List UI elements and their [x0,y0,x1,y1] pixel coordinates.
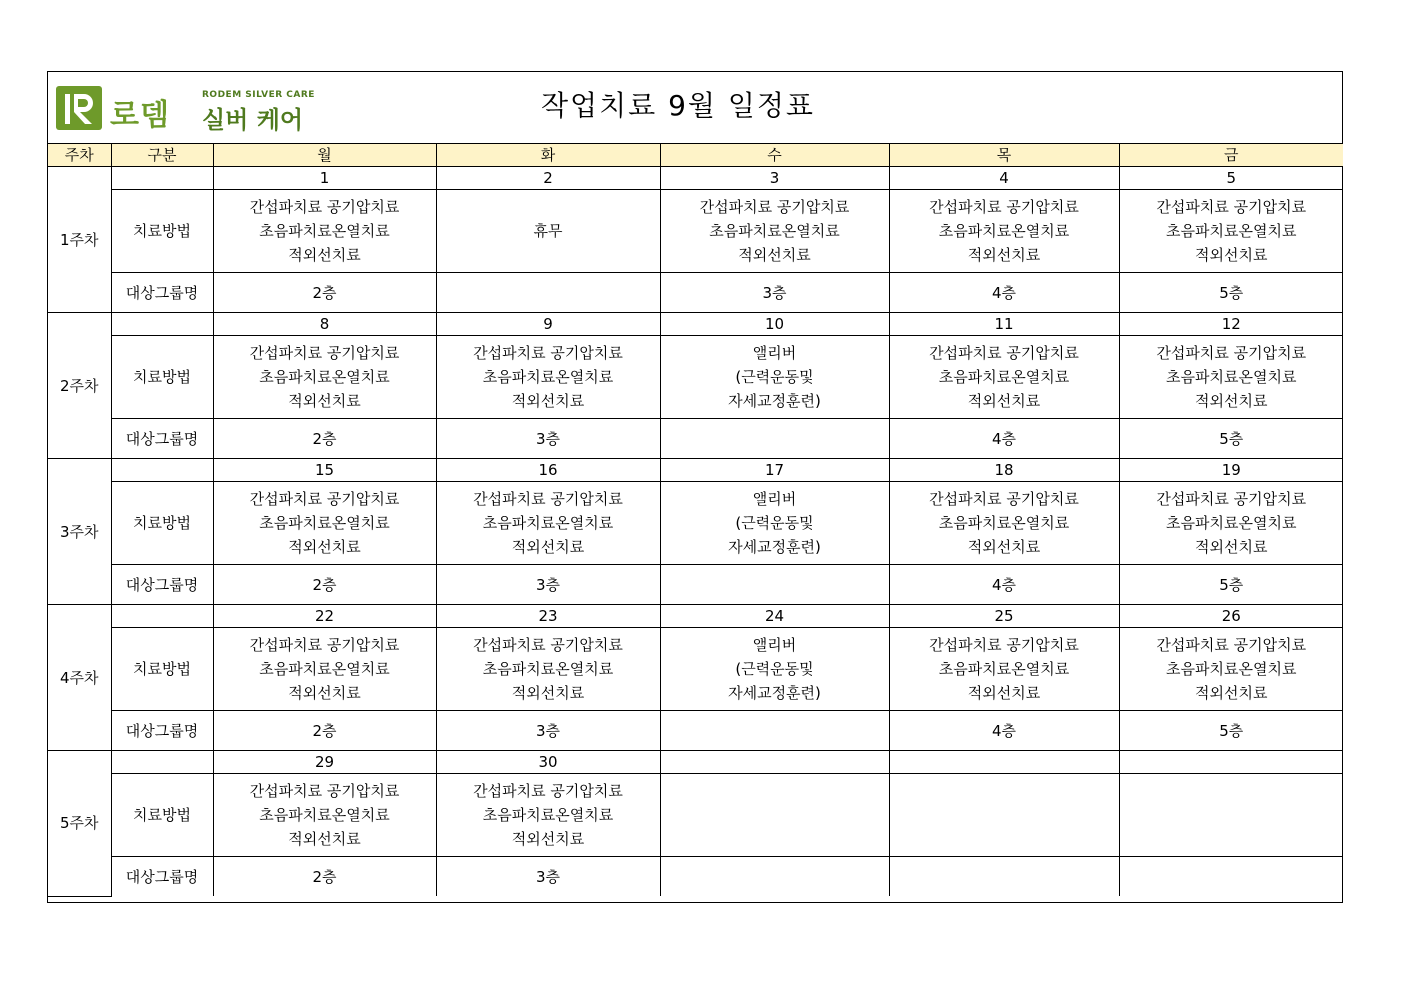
method-label: 치료방법 [111,336,213,419]
group-cell [889,857,1119,897]
method-line: 자세교정훈련) [728,392,821,410]
date-cell: 17 [660,459,889,482]
week-label: 4주차 [48,605,111,751]
header-day-mon: 월 [213,144,436,167]
method-line: 초음파치료온열치료 [259,514,390,532]
week-label: 3주차 [48,459,111,605]
method-row [48,482,1343,565]
method-cell [436,774,660,857]
group-row [48,419,1343,459]
method-line: 간섭파치료 공기압치료 [249,636,400,654]
method-line: 간섭파치료 공기압치료 [249,344,400,362]
method-cell [436,336,660,419]
date-cell: 2 [436,167,660,190]
group-cell: 5층 [1119,565,1343,605]
date-cell: 16 [436,459,660,482]
date-row [48,313,1343,336]
method-row [48,628,1343,711]
method-cell [660,774,889,857]
group-label: 대상그룹명 [111,273,213,313]
rodem-logo-icon [56,86,102,130]
method-line: 적외선치료 [288,392,361,410]
date-row [48,751,1343,774]
method-line: 간섭파치료 공기압치료 [249,490,400,508]
date-cell: 26 [1119,605,1343,628]
method-line: 간섭파치료 공기압치료 [473,636,623,654]
method-line: 간섭파치료 공기압치료 [473,782,623,800]
method-line: 적외선치료 [967,392,1041,410]
week-label: 2주차 [48,313,111,459]
method-line: 간섭파치료 공기압치료 [929,636,1079,654]
method-cell [660,482,889,565]
method-line: 간섭파치료 공기압치료 [1156,198,1307,216]
method-row [48,190,1343,273]
category-blank-cell [111,751,213,774]
method-line: 적외선치료 [511,684,585,702]
method-line: 앨리버 [752,344,797,362]
method-line: (근력운동및 [735,660,814,678]
header-category: 구분 [111,144,213,167]
method-cell [1119,190,1343,273]
method-line: 초음파치료온열치료 [482,368,614,386]
group-cell: 2층 [213,273,436,313]
group-label: 대상그룹명 [111,857,213,897]
method-line: 적외선치료 [1195,684,1268,702]
method-line: 초음파치료온열치료 [709,222,840,240]
group-label: 대상그룹명 [111,711,213,751]
method-line: 적외선치료 [288,830,361,848]
group-row [48,857,1343,897]
title-band [48,72,1342,144]
category-blank-cell [111,313,213,336]
date-row [48,167,1343,190]
method-line: 적외선치료 [511,392,585,410]
method-cell [213,482,436,565]
group-cell: 3층 [436,857,660,897]
method-line: 간섭파치료 공기압치료 [1156,490,1307,508]
method-line: 간섭파치료 공기압치료 [929,490,1079,508]
date-cell: 4 [889,167,1119,190]
method-cell [1119,482,1343,565]
schedule-table [48,144,1343,897]
method-line: 간섭파치료 공기압치료 [699,198,850,216]
category-blank-cell [111,167,213,190]
date-cell: 10 [660,313,889,336]
method-cell [889,190,1119,273]
method-cell [1119,336,1343,419]
document-title: 작업치료 9월 일정표 [540,89,815,122]
method-line: 초음파치료온열치료 [482,806,614,824]
group-cell: 2층 [213,565,436,605]
group-cell [660,857,889,897]
header-row [48,144,1343,167]
method-line: 자세교정훈련) [728,684,821,702]
method-line: 간섭파치료 공기압치료 [473,490,623,508]
date-cell: 29 [213,751,436,774]
date-cell: 19 [1119,459,1343,482]
date-cell: 23 [436,605,660,628]
method-line: (근력운동및 [735,368,814,386]
group-cell: 3층 [660,273,889,313]
group-label: 대상그룹명 [111,419,213,459]
group-cell: 4층 [889,419,1119,459]
method-line: 휴무 [533,222,563,240]
method-line: 적외선치료 [1195,538,1268,556]
date-cell: 5 [1119,167,1343,190]
date-cell: 1 [213,167,436,190]
method-line: 초음파치료온열치료 [1166,660,1297,678]
method-line: 초음파치료온열치료 [1166,368,1297,386]
header-week: 주차 [48,144,111,167]
method-line: 초음파치료온열치료 [259,660,390,678]
method-cell [213,628,436,711]
group-cell [1119,857,1343,897]
method-line: 적외선치료 [511,538,585,556]
group-cell: 2층 [213,857,436,897]
method-line: (근력운동및 [735,514,814,532]
group-cell: 4층 [889,565,1119,605]
group-cell: 5층 [1119,419,1343,459]
group-cell: 3층 [436,711,660,751]
date-cell [660,751,889,774]
category-blank-cell [111,459,213,482]
date-row [48,605,1343,628]
group-cell [660,419,889,459]
method-cell [660,336,889,419]
method-line: 초음파치료온열치료 [938,222,1070,240]
method-line: 적외선치료 [738,246,811,264]
method-cell [1119,774,1343,857]
method-line: 초음파치료온열치료 [482,514,614,532]
date-cell: 8 [213,313,436,336]
group-row [48,273,1343,313]
group-cell [660,565,889,605]
method-row [48,774,1343,857]
date-cell: 30 [436,751,660,774]
date-cell: 18 [889,459,1119,482]
method-line: 자세교정훈련) [728,538,821,556]
method-cell [660,628,889,711]
schedule-sheet [47,71,1343,903]
date-cell: 25 [889,605,1119,628]
method-line: 초음파치료온열치료 [482,660,614,678]
method-line: 적외선치료 [288,538,361,556]
method-line: 간섭파치료 공기압치료 [1156,344,1307,362]
group-cell: 4층 [889,711,1119,751]
group-cell [436,273,660,313]
group-cell: 5층 [1119,273,1343,313]
method-line: 적외선치료 [967,684,1041,702]
method-line: 간섭파치료 공기압치료 [249,198,400,216]
group-row [48,565,1343,605]
date-cell: 12 [1119,313,1343,336]
method-line: 초음파치료온열치료 [259,368,390,386]
group-cell: 3층 [436,419,660,459]
method-line: 적외선치료 [967,246,1041,264]
method-cell [436,190,660,273]
method-cell [1119,628,1343,711]
date-cell: 3 [660,167,889,190]
date-cell: 11 [889,313,1119,336]
method-cell [889,482,1119,565]
method-cell [660,190,889,273]
method-cell [213,774,436,857]
group-cell [660,711,889,751]
header-day-fri: 금 [1119,144,1343,167]
method-row [48,336,1343,419]
method-label: 치료방법 [111,190,213,273]
method-line: 적외선치료 [511,830,585,848]
method-cell [436,628,660,711]
method-line: 적외선치료 [967,538,1041,556]
header-day-wed: 수 [660,144,889,167]
method-cell [213,190,436,273]
method-line: 간섭파치료 공기압치료 [249,782,400,800]
method-line: 초음파치료온열치료 [259,222,390,240]
method-cell [889,628,1119,711]
company-logo [56,84,326,132]
method-line: 간섭파치료 공기압치료 [929,198,1079,216]
date-row [48,459,1343,482]
method-cell [889,336,1119,419]
method-label: 치료방법 [111,774,213,857]
group-row [48,711,1343,751]
header-day-tue: 화 [436,144,660,167]
date-cell: 24 [660,605,889,628]
method-cell [213,336,436,419]
method-line: 초음파치료온열치료 [938,660,1070,678]
method-line: 초음파치료온열치료 [938,514,1070,532]
method-label: 치료방법 [111,628,213,711]
week-label: 5주차 [48,751,111,897]
method-line: 간섭파치료 공기압치료 [1156,636,1307,654]
date-cell: 22 [213,605,436,628]
group-cell: 4층 [889,273,1119,313]
group-cell: 2층 [213,419,436,459]
logo-text-silver-care: 실버 케어 [202,106,304,134]
logo-text-english: RODEM SILVER CARE [202,90,315,100]
method-line: 앨리버 [752,490,797,508]
method-line: 간섭파치료 공기압치료 [473,344,623,362]
header-day-thu: 목 [889,144,1119,167]
date-cell [1119,751,1343,774]
category-blank-cell [111,605,213,628]
method-line: 초음파치료온열치료 [1166,514,1297,532]
date-cell: 9 [436,313,660,336]
method-line: 초음파치료온열치료 [259,806,390,824]
method-line: 적외선치료 [1195,246,1268,264]
group-label: 대상그룹명 [111,565,213,605]
method-line: 초음파치료온열치료 [1166,222,1297,240]
date-cell [889,751,1119,774]
week-label: 1주차 [48,167,111,313]
method-line: 적외선치료 [1195,392,1268,410]
method-line: 적외선치료 [288,246,361,264]
method-line: 앨리버 [752,636,797,654]
method-label: 치료방법 [111,482,213,565]
group-cell: 3층 [436,565,660,605]
group-cell: 2층 [213,711,436,751]
method-line: 적외선치료 [288,684,361,702]
date-cell: 15 [213,459,436,482]
group-cell: 5층 [1119,711,1343,751]
logo-text-korean: 로뎀 [110,98,170,133]
method-line: 초음파치료온열치료 [938,368,1070,386]
method-line: 간섭파치료 공기압치료 [929,344,1079,362]
method-cell [889,774,1119,857]
method-cell [436,482,660,565]
